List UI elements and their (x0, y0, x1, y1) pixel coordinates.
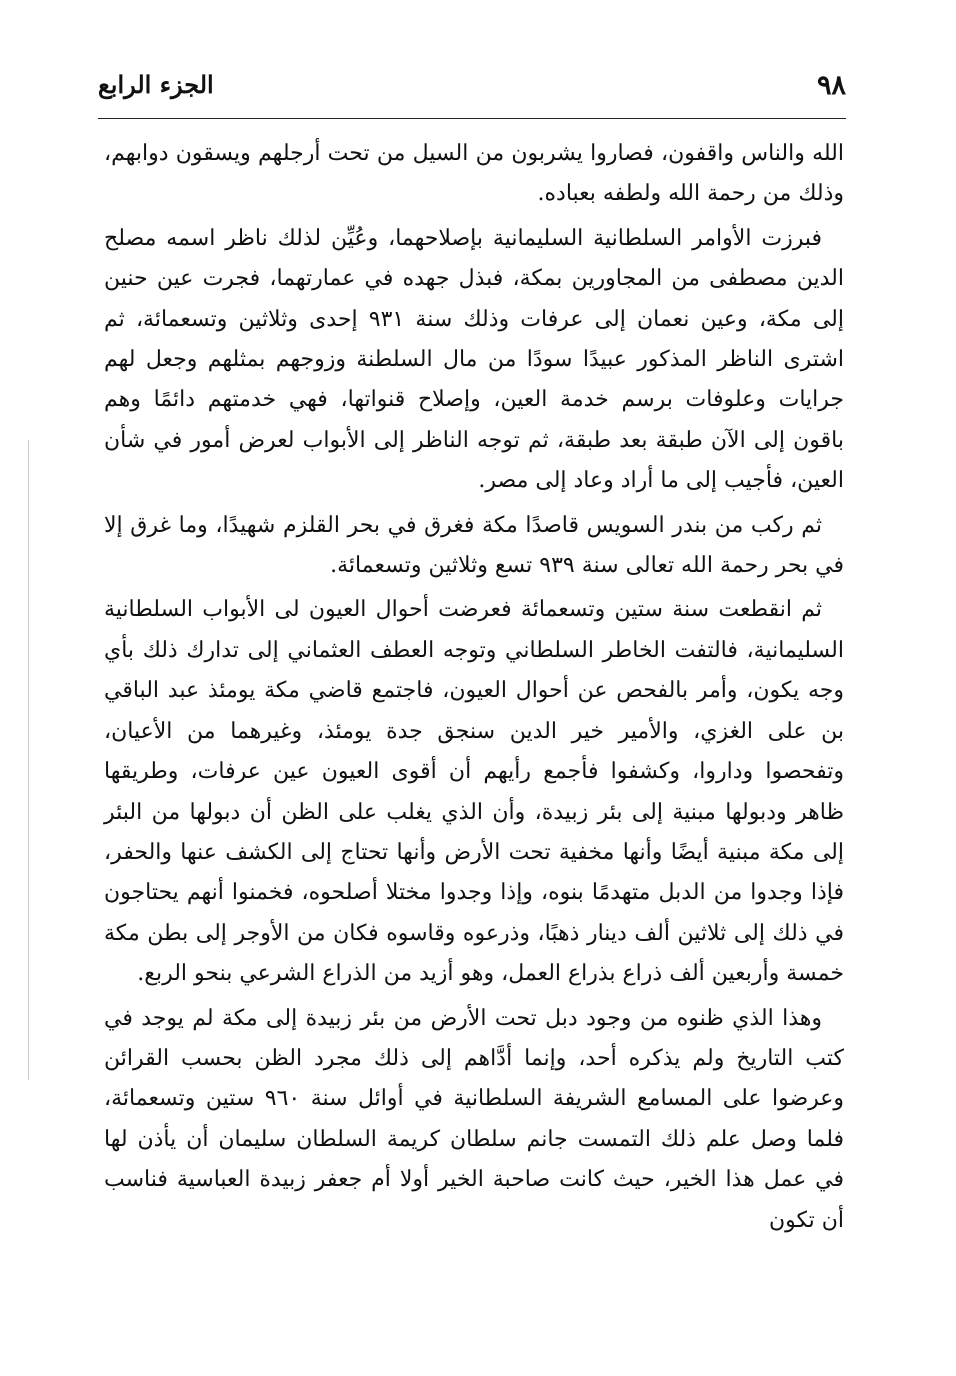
paragraph: الله والناس واقفون، فصاروا يشربون من السيل من تحت أرجلهم ويسقون دوابهم، وذلك من رحمة الله ولطفه بعباده. (104, 141, 844, 207)
scan-margin-line (28, 440, 29, 1080)
paragraph: ثم انقطعت سنة ستين وتسعمائة فعرضت أحوال العيون لى الأبواب السلطانية السليمانية، فالتفت الخاطر السلطاني وتوجه العطف العثماني إلى تدارك ذلك بأي وجه يكون، وأمر بالفحص عن أحوال العيون، فاجتمع قاضي مكة يومئذ عبد الباقي بن على الغزي، والأمير خير الدين سنجق جدة يومئذ، وغيرهما من الأعيان، وتفحصوا وداروا، وكشفوا فأجمع رأيهم أن أقوى العيون عين عرفات، وطريقها ظاهر ودبولها مبنية إلى بئر زبيدة، وأن الذي يغلب على الظن أن دبولها من البئر إلى مكة مبنية أيضًا وأنها مخفية تحت الأرض وأنها تحتاج إلى الكشف عنها والحفر، فإذا وجدوا من الدبل متهدمًا بنوه، وإذا وجدوا مختلا أصلحوه، فخمنوا أنهم يحتاجون في ذلك إلى ثلاثين ألف دينار ذهبًا، وذرعوه وقاسوه فكان من الأوجر إلى بطن مكة خمسة وأربعين ألف ذراع بذراع العمل، وهو أزيد من الذراع الشرعي بنحو الربع. (104, 597, 844, 987)
paragraph: وهذا الذي ظنوه من وجود دبل تحت الأرض من بئر زبيدة إلى مكة لم يوجد في كتب التاريخ ولم يذكره أحد، وإنما أدَّاهم إلى ذلك مجرد الظن بحسب القرائن وعرضوا على المسامع الشريفة السلطانية في أوائل سنة ٩٦٠ ستين وتسعمائة، فلما وصل علم ذلك التمست جانم سلطان كريمة السلطان سليمان أن يأذن لها في عمل هذا الخير، حيث كانت صاحبة الخير أولا أم جعفر زبيدة العباسية فناسب أن تكون (104, 1005, 845, 1233)
paragraph: ثم ركب من بندر السويس قاصدًا مكة فغرق في بحر القلزم شهيدًا، وما غرق إلا في بحر رحمة الله تعالى سنة ٩٣٩ تسع وثلاثين وتسعمائة. (104, 512, 844, 579)
header-divider (98, 118, 846, 119)
page-header (98, 66, 846, 112)
running-title: الجزء الرابع (98, 70, 214, 99)
body-text (104, 134, 844, 1245)
paragraph: فبرزت الأوامر السلطانية السليمانية بإصلاحهما، وعُيِّن لذلك ناظر اسمه مصلح الدين مصطفى من المجاورين بمكة، فبذل جهده في عمارتهما، فجرت عين حنين إلى مكة، وعين نعمان إلى عرفات وذلك سنة ٩٣١ إحدى وثلاثين وتسعمائة، ثم اشترى الناظر المذكور عبيدًا سودًا من مال السلطنة وزوجهم بمثلهم وجعل لهم جرايات وعلوفات برسم خدمة العين، وإصلاح قنواتها، فهي خدمتهم دائمًا وهم باقون إلى الآن طبقة بعد طبقة، ثم توجه الناظر إلى الأبواب لعرض أمور في شأن العين، فأجيب إلى ما أراد وعاد إلى مصر. (104, 225, 844, 494)
page-number: ٩٨ (816, 70, 846, 101)
